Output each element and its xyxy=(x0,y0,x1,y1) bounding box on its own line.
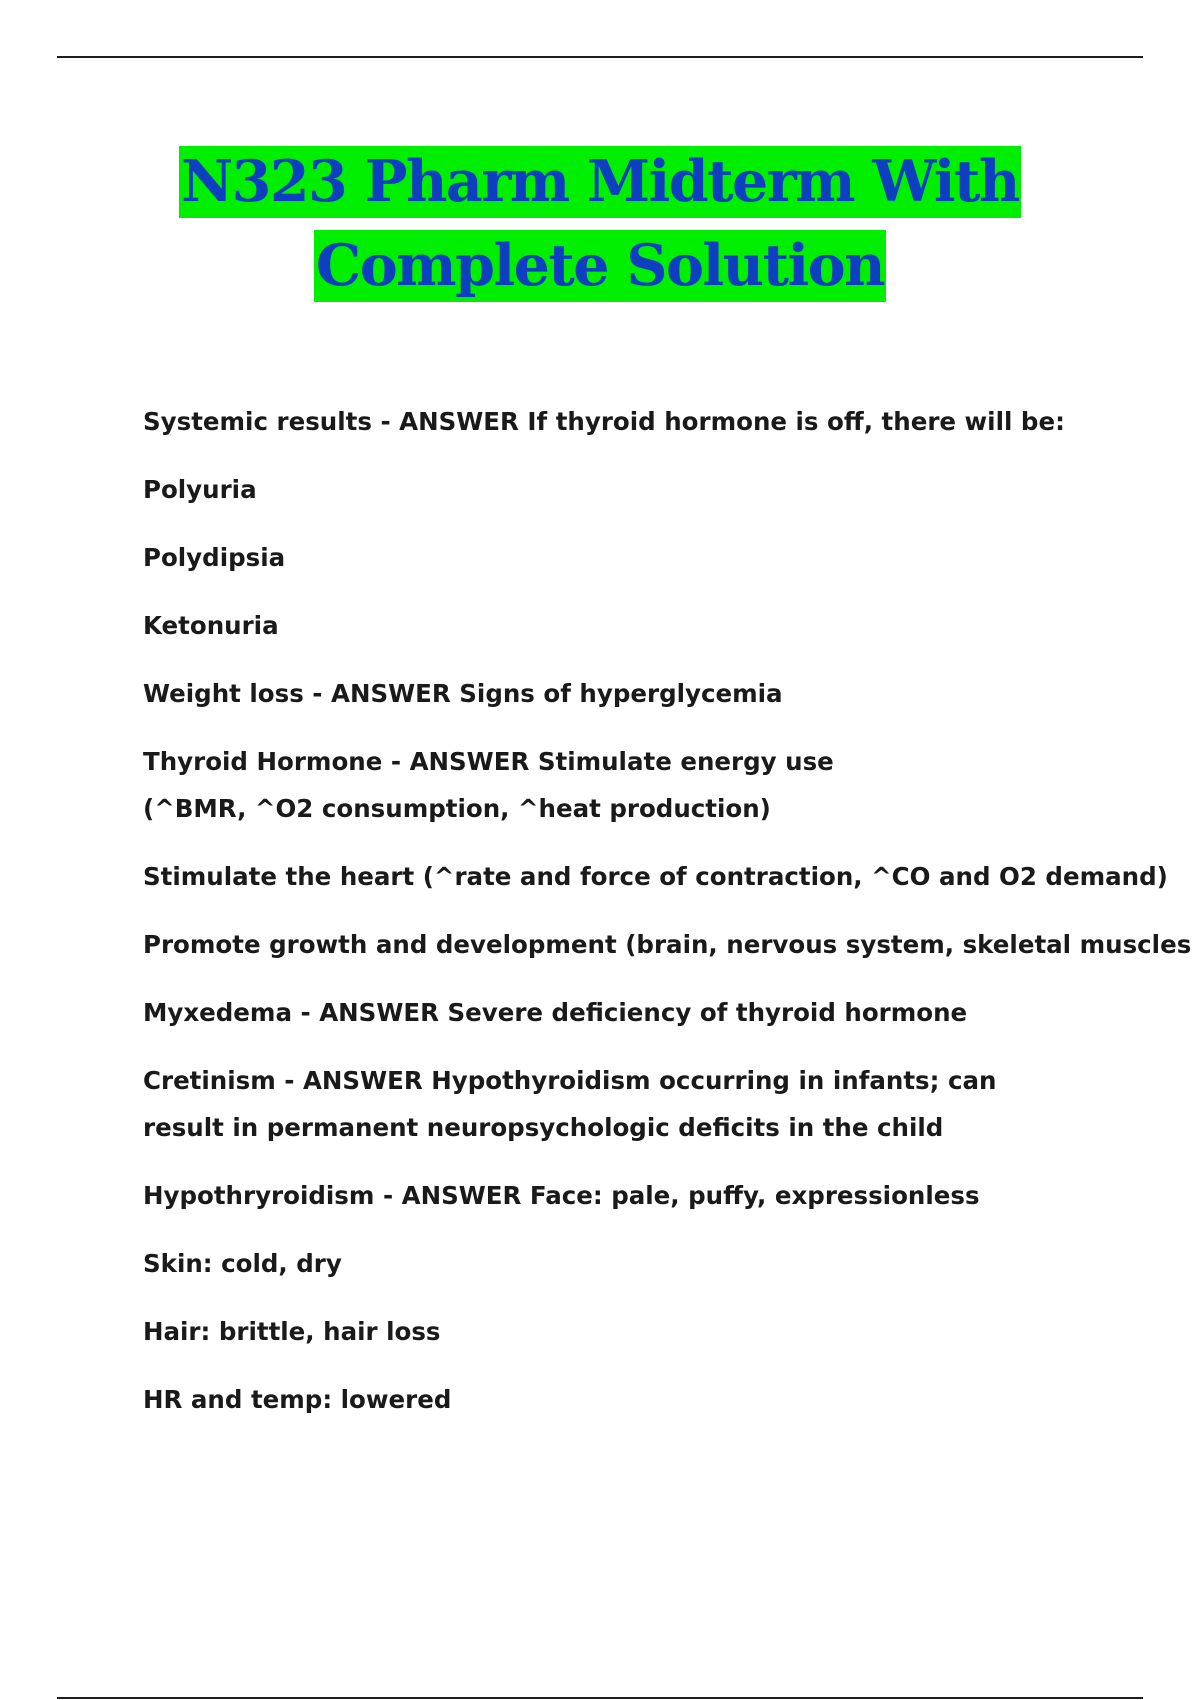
footer-rule xyxy=(57,1697,1143,1699)
paragraph-polyuria: Polyuria xyxy=(143,475,257,504)
paragraph-skin: Skin: cold, dry xyxy=(143,1249,342,1278)
paragraph-systemic-results: Systemic results - ANSWER If thyroid hormone is off, there will be: xyxy=(143,407,1065,436)
paragraph-ketonuria: Ketonuria xyxy=(143,611,279,640)
paragraph-hypothyroidism: Hypothryroidism - ANSWER Face: pale, puffy, expressionless xyxy=(143,1181,980,1210)
paragraph-promote-growth: Promote growth and development (brain, nervous system, skeletal muscles xyxy=(143,930,1192,959)
paragraph-weight-loss: Weight loss - ANSWER Signs of hyperglycemia xyxy=(143,679,783,708)
paragraph-hair: Hair: brittle, hair loss xyxy=(143,1317,441,1346)
header-rule xyxy=(57,56,1143,58)
title-line-2: Complete Solution xyxy=(314,230,886,302)
paragraph-cretinism: Cretinism - ANSWER Hypothyroidism occurring in infants; can result in permanent neuropsychologic deficits in the child xyxy=(143,1066,997,1142)
page-title xyxy=(0,140,1200,308)
document-body xyxy=(143,398,1192,1444)
paragraph-myxedema: Myxedema - ANSWER Severe deficiency of thyroid hormone xyxy=(143,998,968,1027)
paragraph-hr-temp: HR and temp: lowered xyxy=(143,1385,452,1414)
paragraph-thyroid-hormone: Thyroid Hormone - ANSWER Stimulate energy use (^BMR, ^O2 consumption, ^heat production) xyxy=(143,747,834,823)
title-line-1: N323 Pharm Midterm With xyxy=(179,146,1021,218)
paragraph-polydipsia: Polydipsia xyxy=(143,543,286,572)
paragraph-stimulate-heart: Stimulate the heart (^rate and force of contraction, ^CO and O2 demand) xyxy=(143,862,1168,891)
